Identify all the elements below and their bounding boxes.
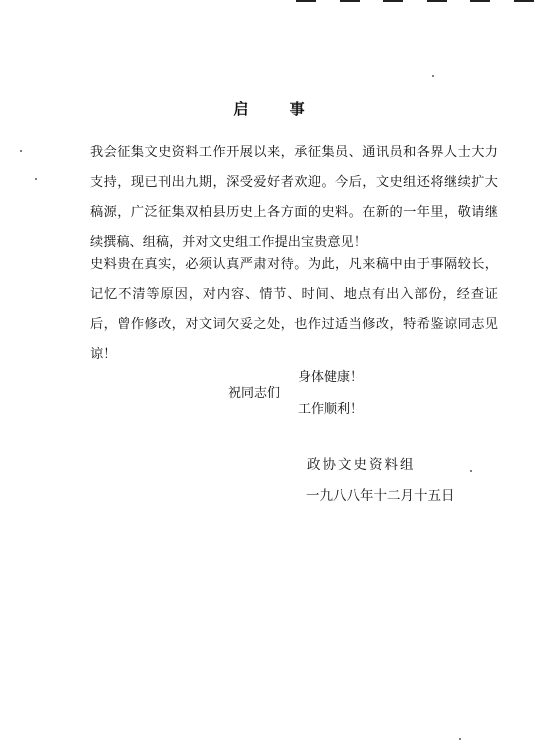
notice-paragraph-2: 史料贵在真实，必须认真严肃对待。为此，凡来稿中由于事隔较长，记忆不清等原因，对内容、情节、时间、地点有出入部份，经查证后，曾作修改，对文词欠妥之处，也作过适当修改，特希鉴谅同志见谅！ <box>90 257 498 362</box>
signature: 政协文史资料组 <box>307 457 416 473</box>
scan-mark <box>340 0 360 2</box>
notice-title: 启 事 <box>233 100 323 118</box>
scan-speck <box>432 75 434 77</box>
scan-mark <box>383 0 403 2</box>
scan-speck <box>20 150 22 152</box>
scan-mark <box>470 0 490 2</box>
scan-speck <box>459 738 461 740</box>
scan-speck <box>35 178 37 180</box>
scan-mark <box>296 0 316 2</box>
date: 一九八八年十二月十五日 <box>306 488 455 504</box>
scan-speck <box>470 470 472 472</box>
scan-mark <box>427 0 447 2</box>
scan-mark <box>514 0 534 2</box>
greeting-lead: 祝同志们 <box>228 386 281 401</box>
greeting-wish-health: 身体健康！ <box>298 370 364 385</box>
notice-paragraph-1: 我会征集文史资料工作开展以来，承征集员、通讯员和各界人士大力支持，现已刊出九期，深受爱好者欢迎。今后，文史组还将继续扩大稿源，广泛征集双柏县历史上各方面的史料。在新的一年里，敬请继续撰稿、组稿，并对文史组工作提出宝贵意见！ <box>90 145 498 250</box>
greeting-wish-work: 工作顺利！ <box>298 402 364 417</box>
